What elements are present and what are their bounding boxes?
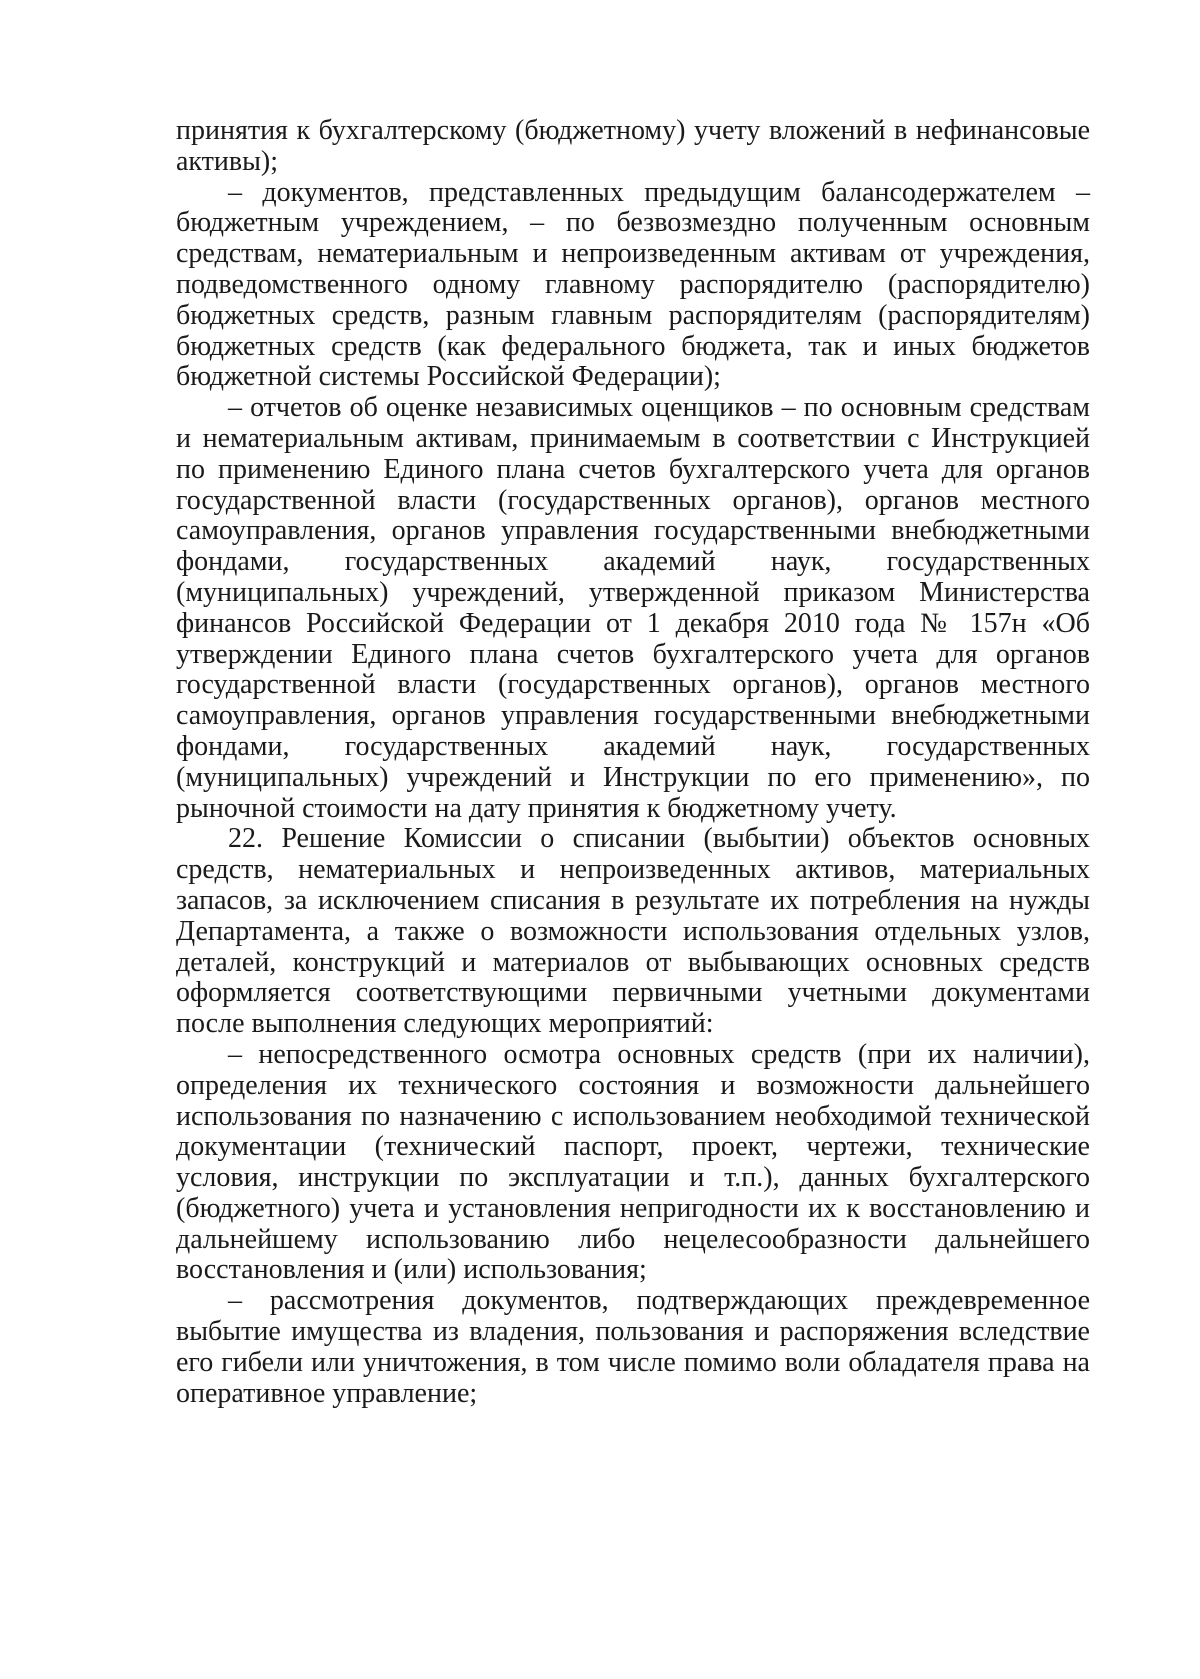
paragraph-continuation: принятия к бухгалтерскому (бюджетному) учету вложений в нефинансовые активы); (176, 115, 1090, 177)
paragraph-appraisal-item: – отчетов об оценке независимых оценщиков – по основным средствам и нематериальным активам, принимаемым в соответствии с Инструкцией по применению Единого плана счетов бухгалтерского учета для органов государственной власти (государственных органов), органов местного самоуправления, органов управления государственными внебюджетными фондами, государственных академий наук, государственных (муниципальных) учреждений, утвержденной приказом Министерства финансов Российской Федерации от 1 декабря 2010 года № 157н «Об утверждении Единого плана счетов бухгалтерского учета для органов государственной власти (государственных органов), органов местного самоуправления, органов управления государственными внебюджетными фондами, государственных академий наук, государственных (муниципальных) учреждений и Инструкции по его применению», по рыночной стоимости на дату принятия к бюджетному учету. (176, 392, 1090, 824)
paragraph-section-22: 22. Решение Комиссии о списании (выбытии) объектов основных средств, нематериальных и непроизведенных активов, материальных запасов, за исключением списания в результате их потребления на нужды Департамента, а также о возможности использования отдельных узлов, деталей, конструкций и материалов от выбывающих основных средств оформляется соответствующими первичными учетными документами после выполнения следующих мероприятий: (176, 823, 1090, 1040)
paragraph-documents-item: – документов, представленных предыдущим балансодержателем – бюджетным учреждением, – по безвозмездно полученным основным средствам, нематериальным и непроизведенным активам от учреждения, подведомственного одному главному распорядителю (распорядителю) бюджетных средств, разным главным распорядителям (распорядителям) бюджетных средств (как федерального бюджета, так и иных бюджетов бюджетной системы Российской Федерации); (176, 176, 1090, 393)
paragraph-inspection-item: – непосредственного осмотра основных средств (при их наличии), определения их технического состояния и возможности дальнейшего использования по назначению с использованием необходимой технической документации (технический паспорт, проект, чертежи, технические условия, инструкции по эксплуатации и т.п.), данных бухгалтерского (бюджетного) учета и установления непригодности их к восстановлению и дальнейшему использованию либо нецелесообразности дальнейшего восстановления и (или) использования; (176, 1038, 1090, 1286)
document-body (176, 116, 1090, 1409)
paragraph-review-item: – рассмотрения документов, подтверждающих преждевременное выбытие имущества из владения, пользования и распоряжения вследствие его гибели или уничтожения, в том числе помимо воли обладателя права на оперативное управление; (176, 1285, 1090, 1409)
